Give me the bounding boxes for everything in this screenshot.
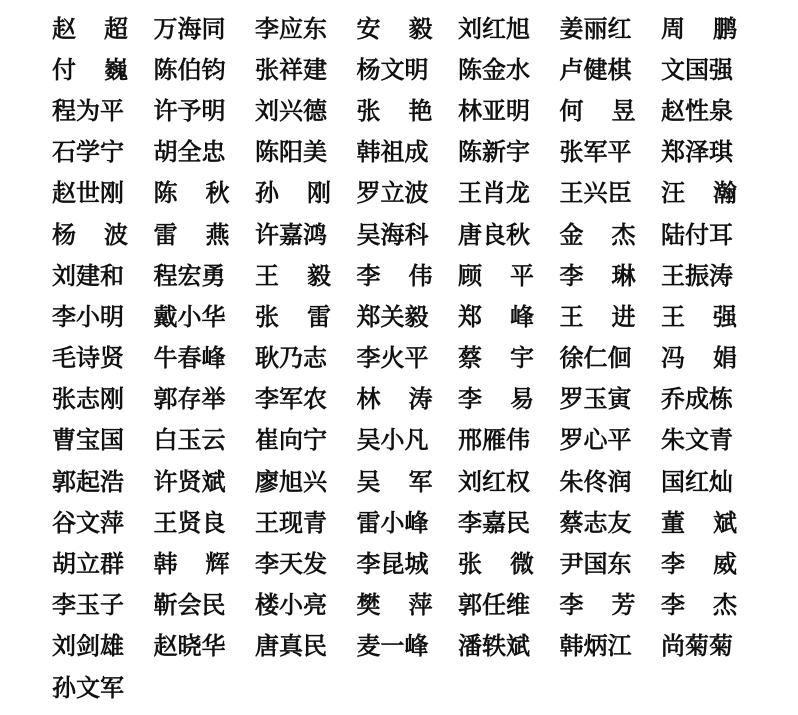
name-entry: 刘红权 (458, 466, 530, 496)
name-entry: 郑关毅 (356, 301, 429, 331)
name-entry: 朱佟润 (559, 466, 632, 496)
name-entry: 楼小亮 (255, 590, 327, 620)
name-entry: 赵 超 (52, 13, 128, 43)
name-entry: 赵晓华 (153, 631, 226, 661)
name-entry: 许予明 (153, 95, 226, 125)
name-entry: 郑 峰 (458, 301, 534, 331)
name-entry: 耿乃志 (255, 343, 327, 373)
name-entry: 罗玉寅 (559, 384, 632, 414)
name-entry: 崔向宁 (255, 425, 327, 455)
name-entry: 曹宝国 (52, 425, 124, 455)
name-entry: 石学宁 (52, 137, 124, 167)
name-entry: 谷文萍 (52, 507, 124, 537)
name-entry: 李昆城 (356, 549, 429, 579)
name-entry: 王 毅 (255, 260, 331, 290)
name-entry: 李 易 (458, 384, 534, 414)
name-entry: 唐真民 (255, 631, 327, 661)
name-entry: 李小明 (52, 301, 124, 331)
name-entry: 安 毅 (356, 13, 433, 43)
name-entry: 王贤良 (153, 507, 226, 537)
name-entry: 王 进 (559, 301, 636, 331)
name-entry: 刘兴德 (255, 95, 327, 125)
name-entry: 付 巍 (52, 54, 128, 84)
name-entry: 王肖龙 (458, 178, 530, 208)
name-entry: 尹国东 (559, 549, 632, 579)
name-entry: 雷 燕 (153, 219, 230, 249)
name-entry: 罗心平 (559, 425, 632, 455)
name-entry: 张 微 (458, 549, 534, 579)
name-entry: 王 强 (661, 301, 737, 331)
name-entry: 樊 萍 (356, 590, 433, 620)
name-entry: 蔡志友 (559, 507, 632, 537)
name-entry: 刘红旭 (458, 13, 530, 43)
name-entry: 白玉云 (153, 425, 226, 455)
name-entry: 何 昱 (559, 95, 636, 125)
name-entry: 王振涛 (661, 260, 733, 290)
name-entry: 程为平 (52, 95, 124, 125)
name-entry: 郑泽琪 (661, 137, 733, 167)
name-entry: 吴 军 (356, 466, 433, 496)
name-entry: 李嘉民 (458, 507, 530, 537)
name-entry: 李 伟 (356, 260, 433, 290)
name-entry: 麦一峰 (356, 631, 429, 661)
name-entry: 张 艳 (356, 95, 433, 125)
name-entry: 林亚明 (458, 95, 530, 125)
name-entry: 唐良秋 (458, 219, 530, 249)
name-entry: 陈阳美 (255, 137, 327, 167)
name-entry: 李军农 (255, 384, 327, 414)
name-entry: 蔡 宇 (458, 343, 534, 373)
name-entry: 张祥建 (255, 54, 327, 84)
name-entry: 冯 娟 (661, 343, 737, 373)
name-entry: 韩炳江 (559, 631, 632, 661)
name-entry: 乔成栋 (661, 384, 733, 414)
name-entry: 陆付耳 (661, 219, 733, 249)
name-entry: 刘剑雄 (52, 631, 124, 661)
name-list (52, 8, 763, 708)
name-entry: 朱文青 (661, 425, 733, 455)
name-entry: 万海同 (153, 13, 226, 43)
name-entry: 孙文军 (52, 672, 124, 702)
name-entry: 卢健棋 (559, 54, 632, 84)
name-entry: 雷小峰 (356, 507, 429, 537)
name-entry: 周 鹏 (661, 13, 737, 43)
name-entry: 陈金水 (458, 54, 530, 84)
name-entry: 王现青 (255, 507, 327, 537)
name-entry: 张军平 (559, 137, 632, 167)
name-entry: 戴小华 (153, 301, 226, 331)
name-entry: 毛诗贤 (52, 343, 124, 373)
name-entry: 李玉子 (52, 590, 124, 620)
name-entry: 文国强 (661, 54, 733, 84)
name-entry: 吴小凡 (356, 425, 429, 455)
name-entry: 潘轶斌 (458, 631, 530, 661)
name-entry: 程宏勇 (153, 260, 226, 290)
name-entry: 张志刚 (52, 384, 124, 414)
name-entry: 杨文明 (356, 54, 429, 84)
name-entry: 李 威 (661, 549, 737, 579)
name-entry: 尚菊菊 (661, 631, 733, 661)
name-entry: 陈新宇 (458, 137, 530, 167)
name-entry: 李火平 (356, 343, 429, 373)
name-entry: 金 杰 (559, 219, 636, 249)
name-entry: 吴海科 (356, 219, 429, 249)
name-entry: 李 琳 (559, 260, 636, 290)
name-entry: 王兴臣 (559, 178, 632, 208)
name-entry: 林 涛 (356, 384, 433, 414)
name-entry: 牛春峰 (153, 343, 226, 373)
name-entry: 张 雷 (255, 301, 331, 331)
name-entry: 陈 秋 (153, 178, 230, 208)
name-entry: 姜丽红 (559, 13, 632, 43)
name-entry: 刘建和 (52, 260, 124, 290)
name-entry: 赵世刚 (52, 178, 124, 208)
name-entry: 郭起浩 (52, 466, 124, 496)
name-entry: 李 芳 (559, 590, 636, 620)
name-entry: 胡立群 (52, 549, 124, 579)
name-entry: 韩 辉 (153, 549, 230, 579)
name-entry: 许贤斌 (153, 466, 226, 496)
name-entry: 李应东 (255, 13, 327, 43)
name-entry: 杨 波 (52, 219, 128, 249)
name-entry: 汪 瀚 (661, 178, 737, 208)
name-entry: 许嘉鸿 (255, 219, 327, 249)
name-entry: 国红灿 (661, 466, 733, 496)
name-entry: 孙 刚 (255, 178, 331, 208)
name-entry: 韩祖成 (356, 137, 429, 167)
name-entry: 赵性泉 (661, 95, 733, 125)
name-entry: 郭存举 (153, 384, 226, 414)
name-entry: 李天发 (255, 549, 327, 579)
name-entry: 董 斌 (661, 507, 737, 537)
name-entry: 郭任维 (458, 590, 530, 620)
name-entry: 胡全忠 (153, 137, 226, 167)
name-entry: 陈伯钧 (153, 54, 226, 84)
name-entry: 李 杰 (661, 590, 737, 620)
name-entry: 靳会民 (153, 590, 226, 620)
name-entry: 徐仁佪 (559, 343, 632, 373)
name-entry: 廖旭兴 (255, 466, 327, 496)
name-entry: 罗立波 (356, 178, 429, 208)
name-entry: 顾 平 (458, 260, 534, 290)
name-entry: 邢雁伟 (458, 425, 530, 455)
